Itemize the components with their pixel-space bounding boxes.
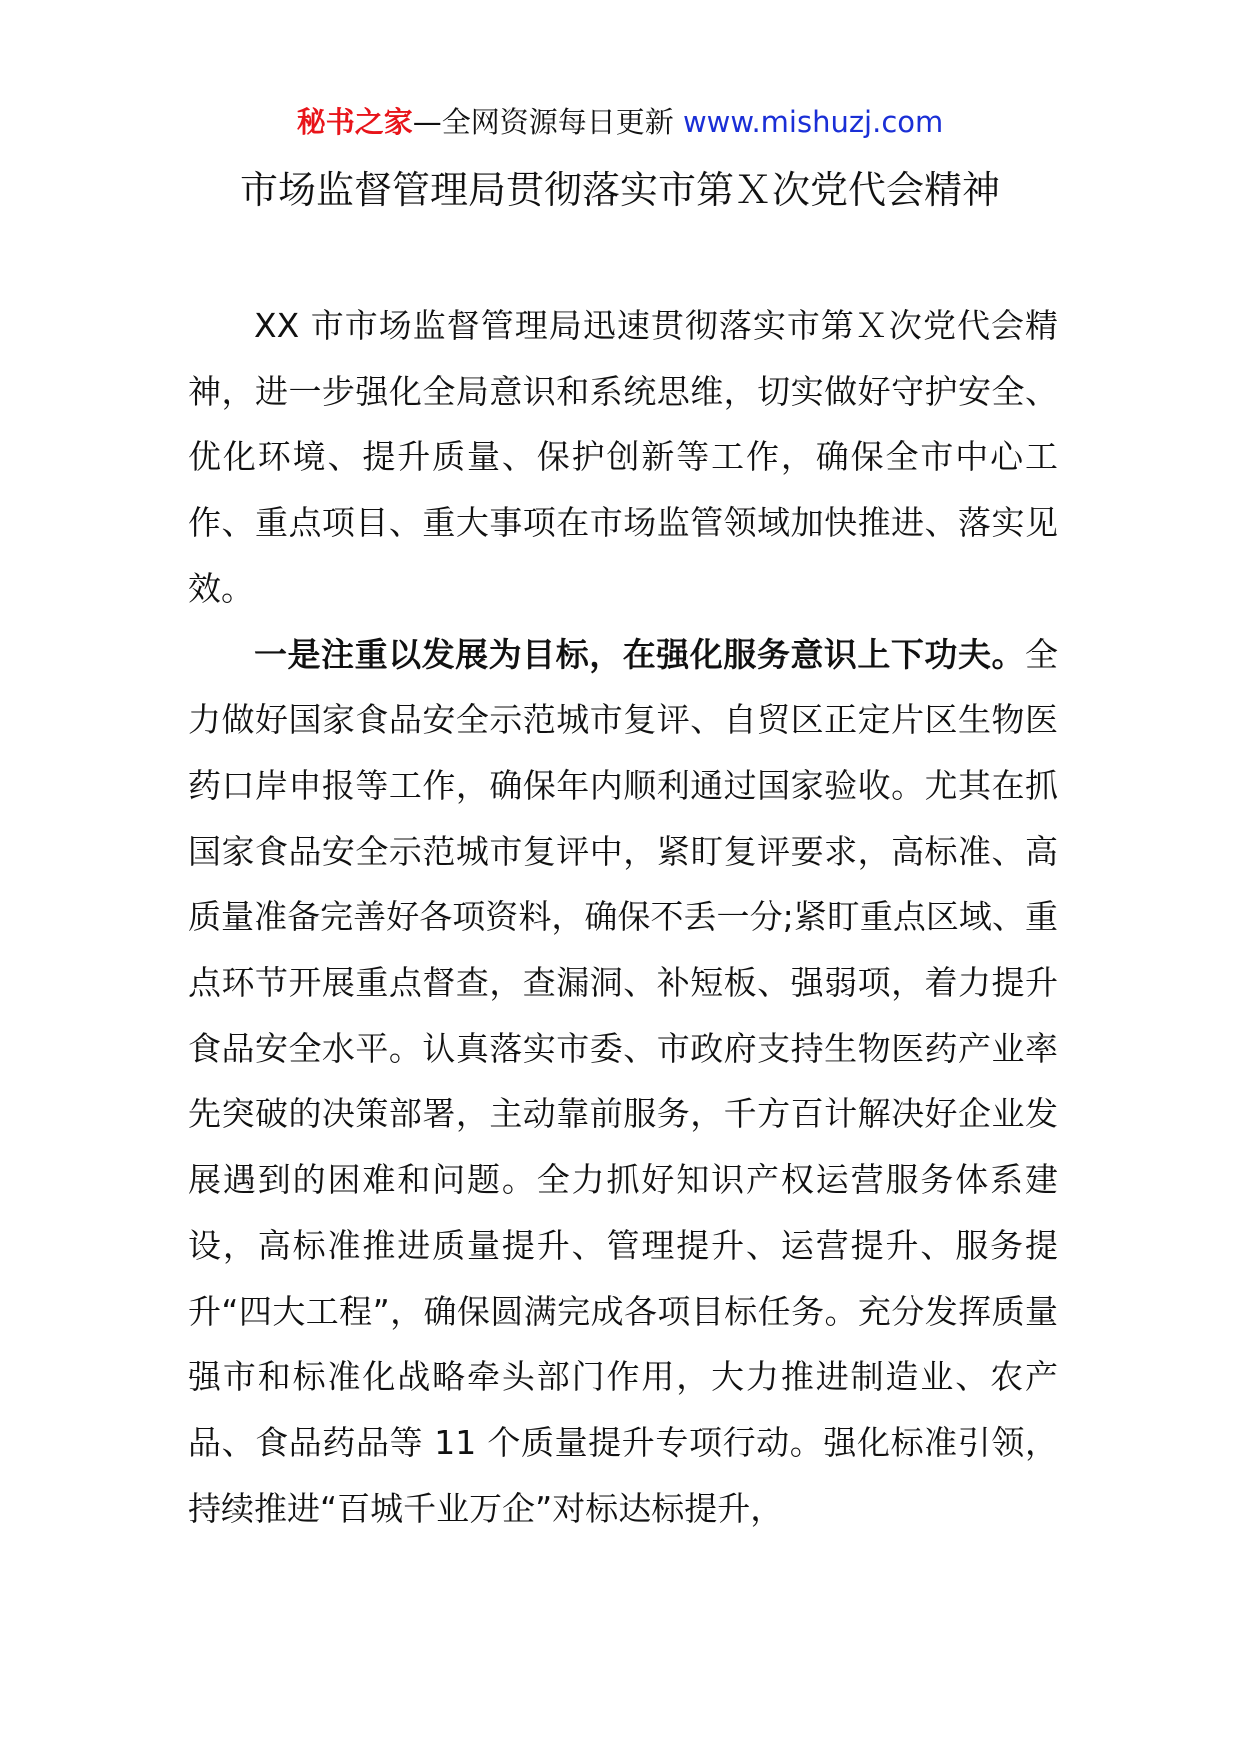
paragraph-point-one [188,622,1058,1542]
paragraph-text: XX 市市场监督管理局迅速贯彻落实市第Ｘ次党代会精神，进一步强化全局意识和系统思维，切实做好守护安全、优化环境、提升质量、保护创新等工作，确保全市中心工作、重点项目、重大事项在市场监管领域加快推进、落实见效。 [188,306,1058,608]
document-body [188,293,1058,1541]
document-title: 市场监督管理局贯彻落实市第Ｘ次党代会精神 [239,168,1000,212]
brand-name: 秘书之家 [296,105,413,139]
paragraph-lead: 一是注重以发展为目标，在强化服务意识上下功夫。 [254,634,1025,674]
paragraph-intro [188,293,1058,622]
header-slogan: —全网资源每日更新 [412,105,674,139]
site-url-link[interactable]: www.mishuzj.com [682,105,944,139]
paragraph-text: 全力做好国家食品安全示范城市复评、自贸区正定片区生物医药口岸申报等工作，确保年内顺利通过国家验收。尤其在抓国家食品安全示范城市复评中，紧盯复评要求，高标准、高质量准备完善好各项资料，确保不丢一分;紧盯重点区域、重点环节开展重点督查，查漏洞、补短板、强弱项，着力提升食品安全水平。认真落实市委、市政府支持生物医药产业率先突破的决策部署，主动靠前服务，千方百计解决好企业发展遇到的困难和问题。全力抓好知识产权运营服务体系建设，高标准推进质量提升、管理提升、运营提升、服务提升“四大工程”，确保圆满完成各项目标任务。充分发挥质量强市和标准化战略牵头部门作用，大力推进制造业、农产品、食品药品等 11 个质量提升专项行动。强化标准引领，持续推进“百城千业万企”对标达标提升， [188,634,1058,1528]
site-header [0,100,1240,144]
